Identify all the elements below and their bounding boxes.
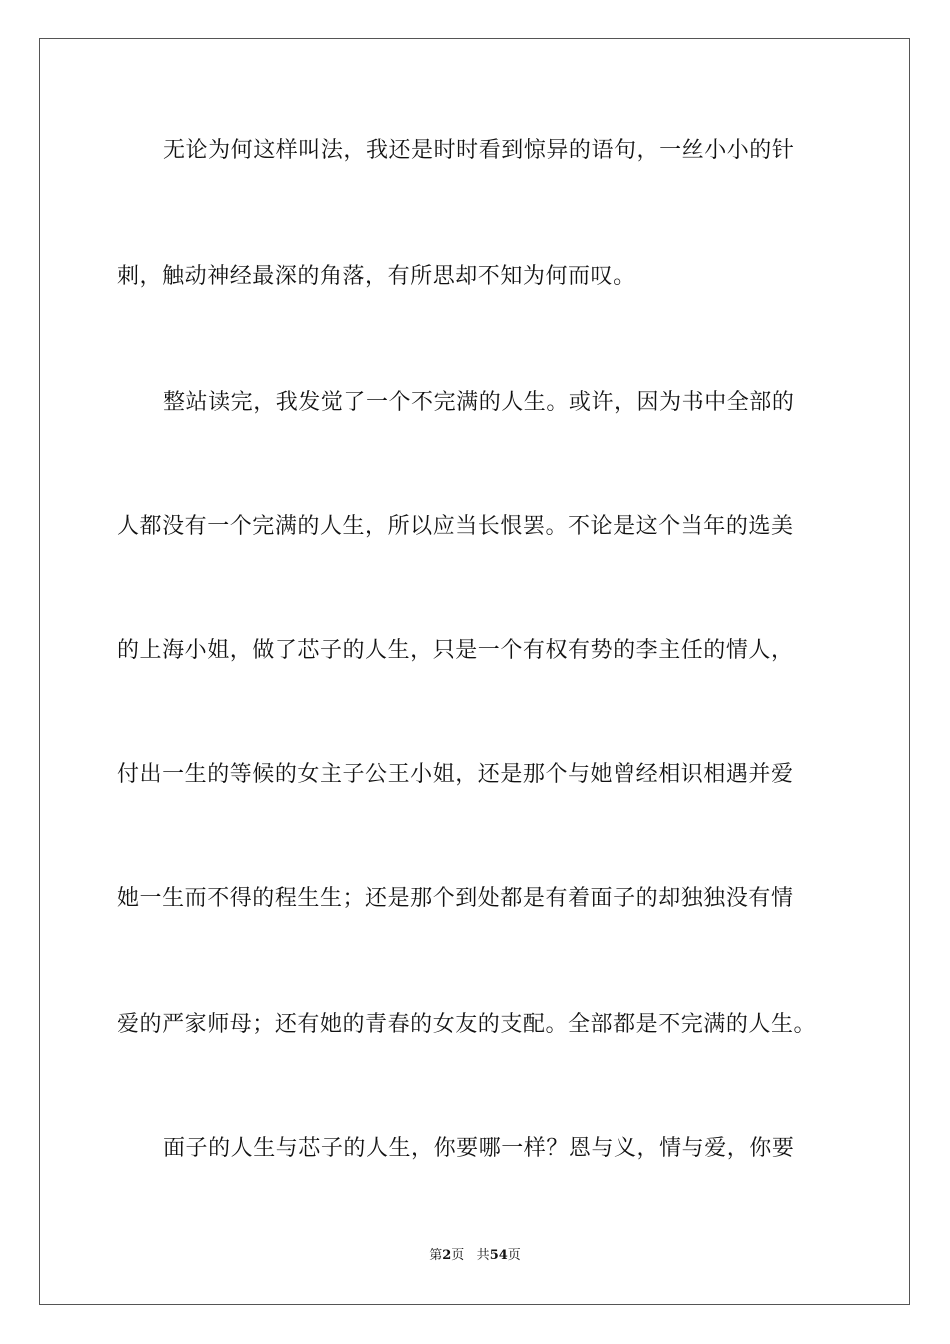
paragraph-line: 爱的严家师母；还有她的青春的女友的支配。全部都是不完满的人生。	[117, 1012, 817, 1037]
paragraph-line: 刺，触动神经最深的角落，有所思却不知为何而叹。	[117, 264, 636, 289]
paragraph-line: 付出一生的等候的女主子公王小姐，还是那个与她曾经相识相遇并爱	[117, 762, 794, 787]
paragraph-line: 人都没有一个完满的人生，所以应当长恨罢。不论是这个当年的选美	[117, 514, 794, 539]
page-number: 2	[442, 1248, 452, 1263]
page-number-suffix: 页	[451, 1248, 465, 1263]
page-footer	[0, 1247, 950, 1265]
paragraph-line: 面子的人生与芯子的人生，你要哪一样？恩与义，情与爱，你要	[163, 1136, 795, 1161]
page-number-prefix: 第	[429, 1248, 443, 1263]
paragraph-line: 的上海小姐，做了芯子的人生，只是一个有权有势的李主任的情人，	[117, 638, 794, 663]
page-border	[39, 38, 910, 1305]
total-pages-prefix: 共	[476, 1248, 490, 1263]
paragraph-line: 无论为何这样叫法，我还是时时看到惊异的语句，一丝小小的针	[163, 138, 795, 163]
total-pages: 54	[489, 1248, 508, 1263]
total-pages-suffix: 页	[507, 1248, 521, 1263]
paragraph-line: 她一生而不得的程生生；还是那个到处都是有着面子的却独独没有情	[117, 886, 794, 911]
paragraph-line: 整站读完，我发觉了一个不完满的人生。或许，因为书中全部的	[163, 390, 795, 415]
